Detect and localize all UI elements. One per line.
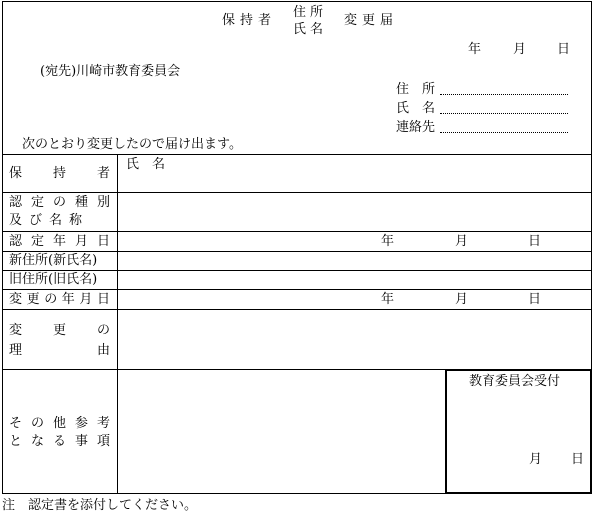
applicant-name-line[interactable] xyxy=(440,113,568,114)
row-line-6 xyxy=(2,309,592,310)
reception-title: 教育委員会受付 xyxy=(469,374,561,389)
holder-name-field[interactable] xyxy=(119,174,589,191)
cert-date-field[interactable] xyxy=(119,233,369,250)
cert-type-label-line2: 及 び 名 称 xyxy=(9,213,83,228)
title-left: 保持者 xyxy=(222,13,277,28)
change-date-day: 日 xyxy=(528,292,542,307)
change-date-year: 年 xyxy=(381,292,395,307)
other-label-line2: と な る 事 項 xyxy=(9,434,110,449)
reception-box-left xyxy=(445,369,447,494)
old-address-field[interactable] xyxy=(119,271,589,288)
reception-month: 月 xyxy=(529,452,543,467)
reception-day: 日 xyxy=(571,452,585,467)
other-label-line1: そ の 他 参 考 xyxy=(9,416,110,431)
holder-label: 保 持 者 xyxy=(9,166,110,181)
title-stack-top: 住所 xyxy=(293,5,328,20)
new-address-field[interactable] xyxy=(119,252,589,269)
date-month: 月 xyxy=(513,42,527,57)
cert-date-month: 月 xyxy=(455,234,469,249)
footnote: 注 認定書を添付してください。 xyxy=(2,498,198,513)
title-right: 変更届 xyxy=(344,13,399,28)
reason-field[interactable] xyxy=(119,311,589,368)
reason-label-line1: 変 更 の xyxy=(9,323,110,338)
reason-label-line2: 理 由 xyxy=(9,343,110,358)
applicant-contact-line[interactable] xyxy=(440,132,568,133)
table-top-line xyxy=(2,154,592,155)
change-date-month: 月 xyxy=(455,292,469,307)
cert-type-field[interactable] xyxy=(119,194,589,230)
other-field[interactable] xyxy=(119,371,443,492)
applicant-address-label: 住 所 xyxy=(396,82,436,97)
change-date-field[interactable] xyxy=(119,291,369,308)
title-stack-bottom: 氏名 xyxy=(293,22,328,37)
applicant-address-line[interactable] xyxy=(440,94,568,95)
cert-date-label: 認 定 年 月 日 xyxy=(9,234,110,249)
row-line-2 xyxy=(2,231,592,232)
change-date-label: 変 更 の 年 月 日 xyxy=(9,292,110,307)
name-sub-label: 氏 名 xyxy=(126,157,166,172)
cert-date-day: 日 xyxy=(528,234,542,249)
row-line-1 xyxy=(2,192,592,193)
date-day: 日 xyxy=(557,42,571,57)
reception-box-right xyxy=(590,369,592,494)
applicant-name-label: 氏 名 xyxy=(396,101,436,116)
new-address-label: 新住所(新氏名) xyxy=(9,253,98,268)
label-column-line xyxy=(117,154,118,493)
applicant-contact-label: 連絡先 xyxy=(396,120,436,135)
frame-top-line xyxy=(2,1,592,2)
reception-box-bottom xyxy=(445,492,592,494)
row-line-5 xyxy=(2,289,592,290)
cert-date-year: 年 xyxy=(381,234,395,249)
frame-left-line xyxy=(2,1,3,493)
cert-type-label-line1: 認 定 の 種 別 xyxy=(9,195,110,210)
intro-text: 次のとおり変更したので届け出ます。 xyxy=(22,137,242,152)
date-year: 年 xyxy=(468,42,482,57)
reception-box-top xyxy=(445,369,592,371)
addressee: (宛先)川崎市教育委員会 xyxy=(40,64,181,79)
old-address-label: 旧住所(旧氏名) xyxy=(9,272,98,287)
